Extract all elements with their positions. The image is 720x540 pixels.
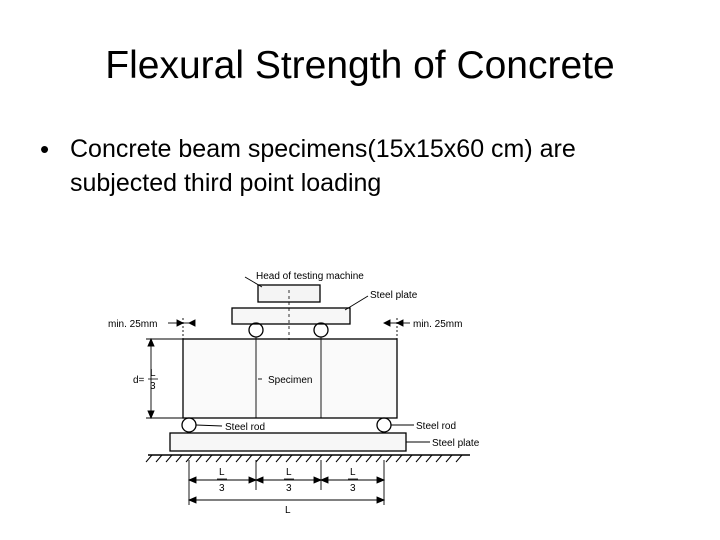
rod-left-leader xyxy=(196,425,222,426)
specimen-label: Specimen xyxy=(268,375,313,386)
machine-head xyxy=(258,285,320,302)
bullet-item xyxy=(40,132,680,200)
third-point-loading-diagram xyxy=(100,250,520,535)
rod-left-label: Steel rod xyxy=(225,422,266,433)
ground-hatching xyxy=(146,455,462,462)
span-den-1: 3 xyxy=(219,483,225,494)
span-den-2: 3 xyxy=(286,483,292,494)
top-steel-plate xyxy=(232,308,350,324)
min-left-label: min. 25mm xyxy=(108,319,158,330)
span-den-3: 3 xyxy=(350,483,356,494)
total-span-label: L xyxy=(285,505,291,516)
support-roller-left xyxy=(182,418,196,432)
loading-roller-left xyxy=(249,323,263,337)
depth-den-label: 3 xyxy=(150,381,156,392)
bottom-steel-plate xyxy=(170,433,406,451)
head-label: Head of testing machine xyxy=(256,271,364,282)
bullet-list xyxy=(40,132,680,200)
min-right-label: min. 25mm xyxy=(413,319,463,330)
support-roller-right xyxy=(377,418,391,432)
top-plate-label: Steel plate xyxy=(370,290,418,301)
depth-num-label: L xyxy=(150,368,156,379)
span-num-2: L xyxy=(286,467,292,478)
depth-prefix-label: d= xyxy=(133,375,145,386)
bottom-plate-label: Steel plate xyxy=(432,438,480,449)
bullet-dot: • xyxy=(40,134,50,164)
span-num-1: L xyxy=(219,467,225,478)
top-plate-leader xyxy=(345,296,368,310)
bullet-text: Concrete beam specimens(15x15x60 cm) are subjected third point loading xyxy=(70,135,576,197)
rod-right-label: Steel rod xyxy=(416,421,457,432)
loading-roller-right xyxy=(314,323,328,337)
slide-title: Flexural Strength of Concrete xyxy=(105,44,615,87)
span-num-3: L xyxy=(350,467,356,478)
